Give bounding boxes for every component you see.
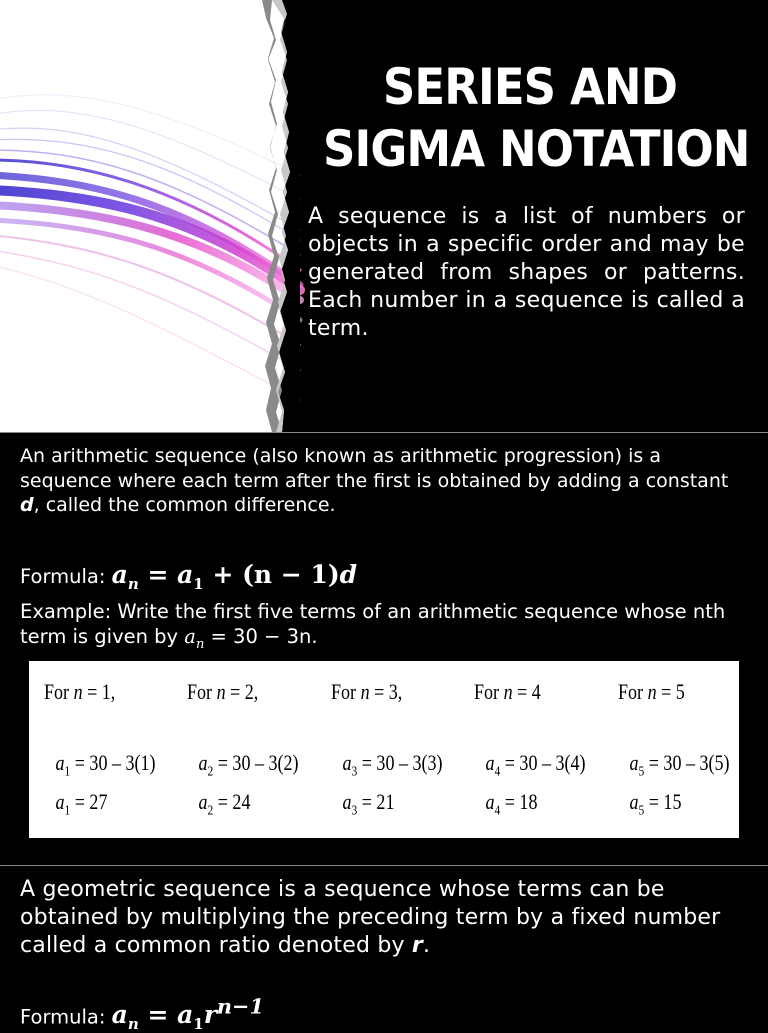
- term-result: [55, 789, 107, 819]
- term-sub: 3: [351, 803, 358, 819]
- math-var: r: [203, 1000, 217, 1030]
- term-sub: 3: [351, 764, 358, 780]
- term-calculation: [485, 750, 585, 780]
- math-rest: + (n − 1): [203, 560, 340, 589]
- header-var: n: [73, 679, 83, 704]
- header-text-end: = 1,: [82, 679, 116, 704]
- header-text-end: = 5: [656, 679, 685, 704]
- term-sub: 1: [64, 803, 71, 819]
- math-sub: n: [127, 1015, 139, 1033]
- example-text: Example: Write the first five terms of an arithmetic sequence whose nth term is given by: [20, 600, 726, 648]
- term-sub: 2: [207, 764, 214, 780]
- header-var: n: [360, 679, 370, 704]
- term-header: [618, 679, 685, 705]
- term-var: a: [485, 750, 495, 775]
- title-line-1: SERIES AND: [382, 58, 678, 116]
- example-text-end: = 30 − 3n.: [204, 625, 318, 648]
- term-calculation: [629, 750, 729, 780]
- calc-text: = 30 – 3(3): [357, 750, 443, 775]
- term-result: [629, 789, 681, 819]
- term-var: a: [55, 789, 65, 814]
- arithmetic-text: An arithmetic sequence (also known as arithmetic progression) is a sequence where each term after the first is obtained by adding a constant: [20, 445, 729, 492]
- math-sub: n: [127, 575, 139, 593]
- term-result: [342, 789, 394, 819]
- formula-math: [111, 560, 358, 593]
- header-text: For: [187, 679, 217, 704]
- example-prompt: [20, 599, 750, 657]
- result-text: = 15: [644, 789, 682, 814]
- term-var: a: [342, 750, 352, 775]
- math-eq: =: [138, 560, 178, 589]
- term-header: [44, 679, 115, 705]
- header-text-end: = 3,: [369, 679, 403, 704]
- formula-math: [111, 994, 264, 1033]
- term-sub: 1: [64, 764, 71, 780]
- math-eq: =: [138, 1000, 178, 1030]
- geometric-definition: [20, 876, 750, 960]
- math-var: d: [339, 560, 358, 589]
- sequence-definition: A sequence is a list of numbers or objects in a specific order and may be generated from shapes or patterns. Each number in a sequence is called a term.: [308, 204, 745, 341]
- term-sub: 4: [494, 764, 501, 780]
- title-line-2: SIGMA NOTATION: [323, 120, 750, 178]
- math-var: a: [184, 625, 196, 648]
- abstract-wave-art: [0, 0, 300, 432]
- header-var: n: [503, 679, 513, 704]
- term-column: [44, 661, 167, 838]
- result-text: = 27: [70, 789, 108, 814]
- example-math: [184, 625, 205, 652]
- header-text: For: [44, 679, 74, 704]
- math-var: a: [177, 1000, 194, 1030]
- math-sub: n: [195, 636, 205, 652]
- calc-text: = 30 – 3(5): [644, 750, 730, 775]
- arithmetic-formula: [20, 560, 357, 593]
- math-var: a: [111, 560, 128, 589]
- geometric-text: A geometric sequence is a sequence whose terms can be obtained by multiplying the preceding term by a fixed number called a common ratio denoted by: [20, 877, 721, 958]
- common-ratio-var: r: [411, 933, 423, 958]
- term-var: a: [342, 789, 352, 814]
- term-header: [187, 679, 258, 705]
- term-header: [474, 679, 541, 705]
- calc-text: = 30 – 3(2): [213, 750, 299, 775]
- common-difference-var: d: [20, 494, 34, 516]
- term-column: [331, 661, 454, 838]
- geometric-formula: [20, 994, 264, 1033]
- geometric-text-end: .: [422, 933, 431, 958]
- slide-arithmetic: [0, 433, 768, 865]
- slide-geometric: [0, 866, 768, 1033]
- term-result: [198, 789, 250, 819]
- header-text: For: [474, 679, 504, 704]
- math-exp: n−1: [216, 994, 264, 1019]
- header-text: For: [331, 679, 361, 704]
- header-text-end: = 4: [512, 679, 541, 704]
- header-var: n: [647, 679, 657, 704]
- formula-label: Formula:: [20, 565, 112, 588]
- math-var: a: [177, 560, 194, 589]
- term-var: a: [629, 789, 639, 814]
- term-var: a: [198, 789, 208, 814]
- arithmetic-text-end: , called the common difference.: [33, 494, 336, 516]
- calc-text: = 30 – 3(4): [500, 750, 586, 775]
- math-sub: 1: [193, 575, 204, 593]
- term-header: [331, 679, 402, 705]
- term-column: [618, 661, 741, 838]
- term-result: [485, 789, 537, 819]
- term-sub: 5: [638, 803, 645, 819]
- header-text: For: [618, 679, 648, 704]
- term-calculation: [55, 750, 155, 780]
- term-var: a: [485, 789, 495, 814]
- arithmetic-definition: [20, 444, 740, 518]
- term-column: [474, 661, 597, 838]
- math-var: a: [111, 1000, 128, 1030]
- term-calculation: [342, 750, 442, 780]
- term-sub: 2: [207, 803, 214, 819]
- calc-text: = 30 – 3(1): [70, 750, 156, 775]
- page-title: [323, 56, 750, 180]
- terms-table: [29, 661, 739, 838]
- result-text: = 24: [213, 789, 251, 814]
- header-text-end: = 2,: [225, 679, 259, 704]
- slide-title: [0, 0, 768, 432]
- result-text: = 18: [500, 789, 538, 814]
- term-var: a: [55, 750, 65, 775]
- term-var: a: [629, 750, 639, 775]
- term-sub: 5: [638, 764, 645, 780]
- term-var: a: [198, 750, 208, 775]
- term-sub: 4: [494, 803, 501, 819]
- formula-label: Formula:: [20, 1005, 112, 1029]
- math-sub: 1: [193, 1015, 204, 1033]
- term-calculation: [198, 750, 298, 780]
- result-text: = 21: [357, 789, 395, 814]
- term-column: [187, 661, 310, 838]
- header-var: n: [216, 679, 226, 704]
